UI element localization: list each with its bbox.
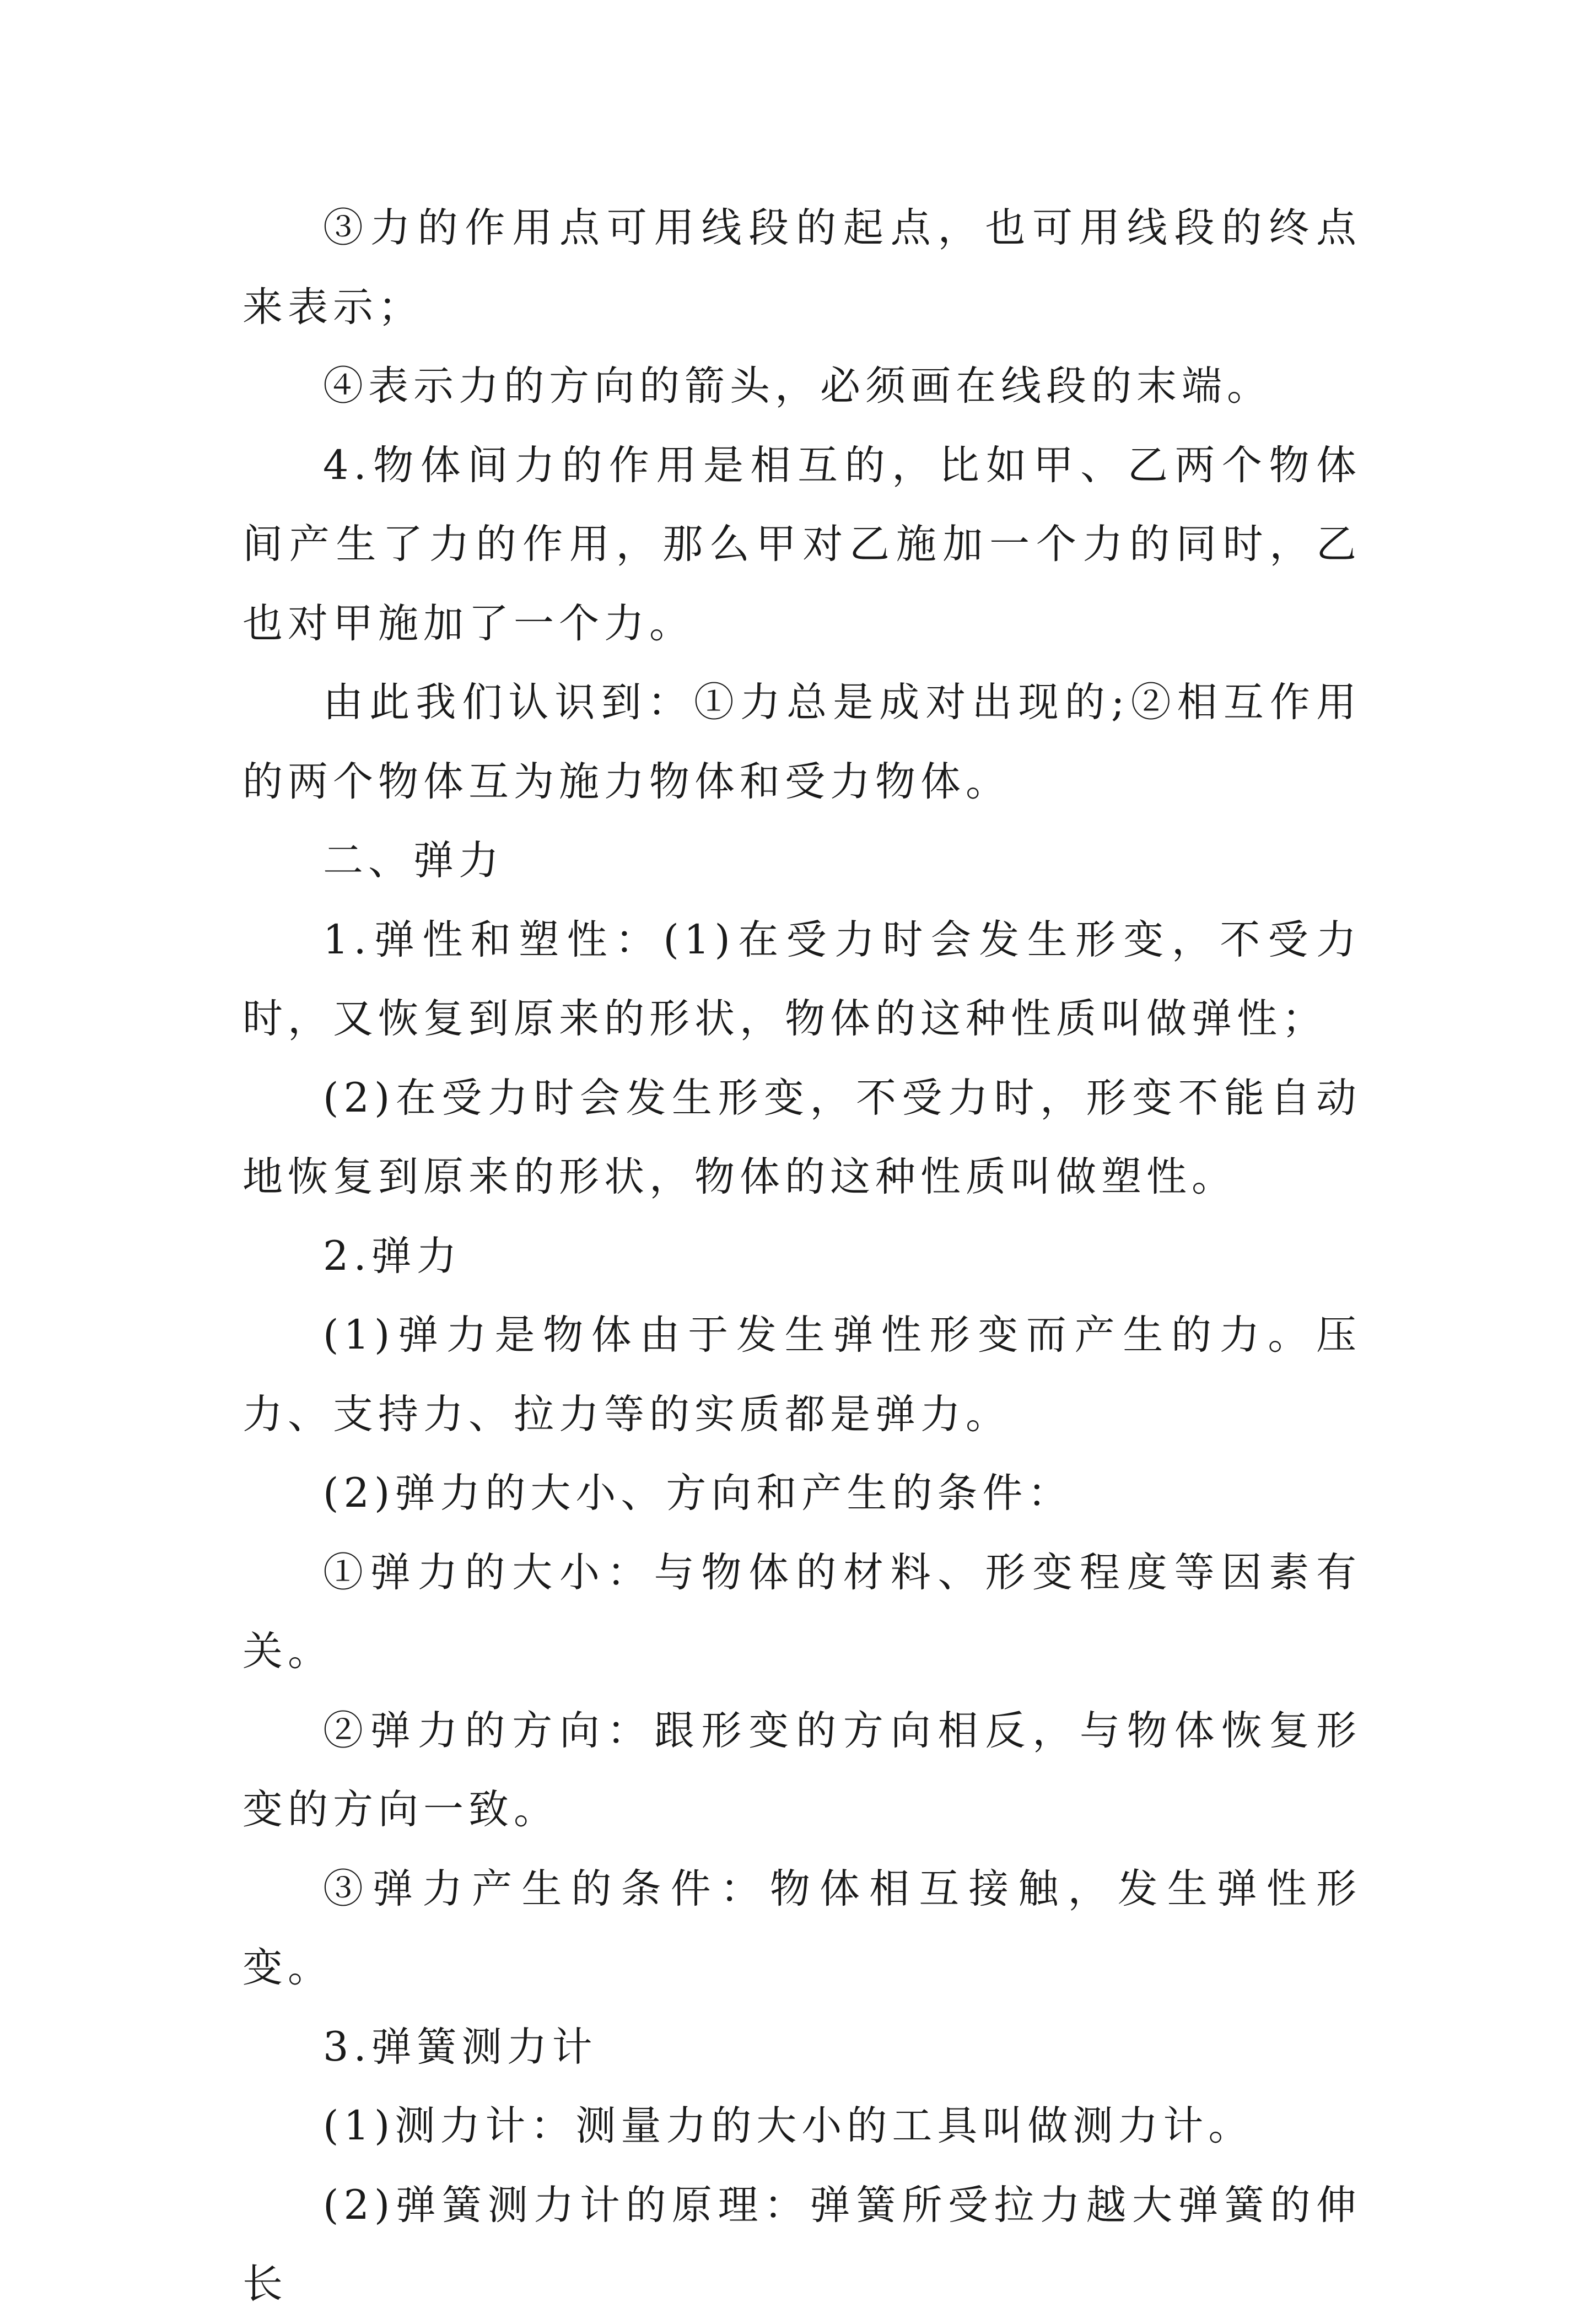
- paragraph-force-application-point: ③力的作用点可用线段的起点，也可用线段的终点来表示；: [243, 204, 1361, 331]
- paragraph-dynamometer-principle: (2)弹簧测力计的原理：弹簧所受拉力越大弹簧的伸长: [243, 2181, 1361, 2307]
- paragraph-arrow-direction: ④表示力的方向的箭头，必须画在线段的末端。: [323, 363, 1272, 409]
- document-body: [243, 188, 1361, 2324]
- paragraph-mutual-force: 4.物体间力的作用是相互的，比如甲、乙两个物体间产生了力的作用，那么甲对乙施加一个力的同时，乙也对甲施加了一个力。: [243, 441, 1361, 647]
- subheading-elastic-force: 2.弹力: [323, 1232, 462, 1280]
- paragraph-dynamometer-definition: (1)测力计：测量力的大小的工具叫做测力计。: [323, 2102, 1254, 2149]
- paragraph-elastic-force-definition: (1)弹力是物体由于发生弹性形变而产生的力。压力、支持力、拉力等的实质都是弹力。: [243, 1312, 1361, 1438]
- paragraph-plasticity: (2)在受力时会发生形变，不受力时，形变不能自动地恢复到原来的形状，物体的这种性质叫做塑性。: [243, 1074, 1361, 1200]
- paragraph-elasticity: 1.弹性和塑性：(1)在受力时会发生形变，不受力时，又恢复到原来的形状，物体的这种性质叫做弹性；: [243, 916, 1361, 1042]
- paragraph-elastic-force-generation: ③弹力产生的条件：物体相互接触，发生弹性形变。: [243, 1865, 1361, 1991]
- paragraph-elastic-force-conditions: (2)弹力的大小、方向和产生的条件：: [323, 1470, 1073, 1517]
- section-heading-elastic-force: 二、弹力: [323, 837, 504, 884]
- subheading-spring-dynamometer: 3.弹簧测力计: [323, 2023, 597, 2070]
- paragraph-conclusion: 由此我们认识到：①力总是成对出现的;②相互作用的两个物体互为施力物体和受力物体。: [243, 679, 1361, 805]
- paragraph-elastic-force-direction: ②弹力的方向：跟形变的方向相反，与物体恢复形变的方向一致。: [243, 1707, 1361, 1833]
- paragraph-elastic-force-magnitude: ①弹力的大小：与物体的材料、形变程度等因素有关。: [243, 1549, 1361, 1675]
